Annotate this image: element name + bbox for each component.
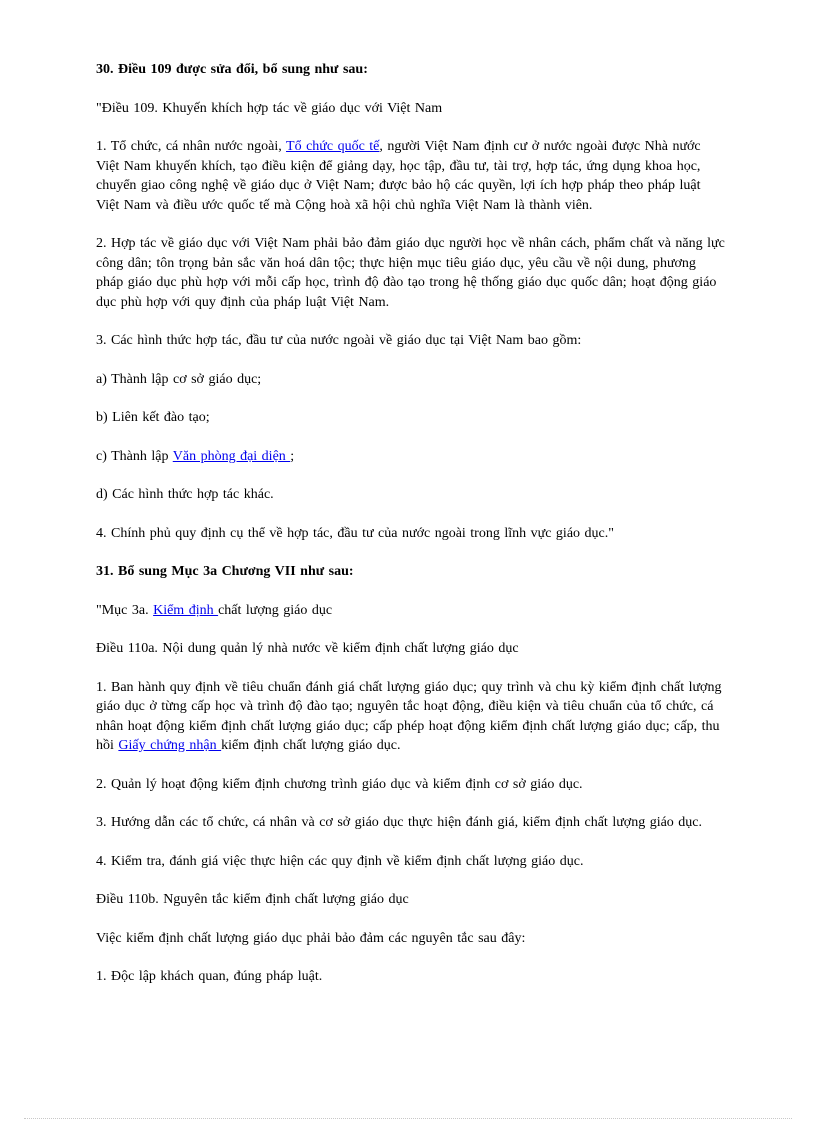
- list-item-a: a) Thành lập cơ sở giáo dục;: [96, 371, 262, 387]
- article-109-clause-1: [96, 137, 726, 215]
- article-110a-clause-2: 2. Quản lý hoạt động kiểm định chương trình giáo dục và kiểm định cơ sở giáo dục.: [96, 776, 583, 792]
- article-109-clause-2: 2. Hợp tác về giáo dục với Việt Nam phải bảo đảm giáo dục người học về nhân cách, phẩm chất và năng lực công dân; tôn trọng bản sắc văn hoá dân tộc; thực hiện mục tiêu giáo dục, yêu cầu về nội dung, phương pháp giáo dục phù hợp với mỗi cấp học, trình độ đào tạo trong hệ thống giáo dục quốc dân; hoạt động giáo dục phù hợp với quy định của pháp luật Việt Nam.: [96, 236, 725, 310]
- link-certificate[interactable]: Giấy chứng nhận: [118, 738, 222, 753]
- document-page: [96, 60, 726, 1006]
- clause-text: 1. Tổ chức, cá nhân nước ngoài,: [96, 139, 287, 154]
- article-109-title: "Điều 109. Khuyến khích hợp tác về giáo dục với Việt Nam: [96, 100, 443, 116]
- article-110b-intro: Việc kiểm định chất lượng giáo dục phải bảo đảm các nguyên tắc sau đây:: [96, 930, 526, 946]
- article-109-clause-4: 4. Chính phủ quy định cụ thể về hợp tác, đầu tư của nước ngoài trong lĩnh vực giáo dục.": [96, 525, 614, 541]
- section-3a-title: [96, 601, 726, 621]
- clause-text: 1. Ban hành quy định về tiêu chuẩn đánh giá chất lượng giáo dục; quy trình và chu kỳ kiểm định chất lượng giáo dục ở từng cấp học và trình độ đào tạo; nguyên tắc hoạt động, điều kiện và tiêu chuẩn của tổ chức, cá nhân hoạt động kiểm định chất lượng giáo dục; cấp phép hoạt động kiểm định chất lượng giáo dục; cấp, thu hồi: [96, 679, 722, 753]
- article-110a-clause-3: 3. Hướng dẫn các tổ chức, cá nhân và cơ sở giáo dục thực hiện đánh giá, kiểm định chất lượng giáo dục.: [96, 815, 703, 830]
- link-international-organization[interactable]: Tổ chức quốc tế: [286, 139, 380, 154]
- clause-text: c) Thành lập: [96, 448, 173, 464]
- list-item-c: [96, 447, 726, 467]
- section-heading-30: 30. Điều 109 được sửa đổi, bổ sung như sau:: [96, 62, 368, 77]
- list-item-d: d) Các hình thức hợp tác khác.: [96, 487, 274, 502]
- clause-text: chất lượng giáo dục: [218, 602, 333, 618]
- clause-text: kiểm định chất lượng giáo dục.: [221, 738, 401, 753]
- article-110a-clause-1: [96, 678, 726, 756]
- article-110a-title: Điều 110a. Nội dung quản lý nhà nước về kiểm định chất lượng giáo dục: [96, 641, 519, 656]
- clause-text: , người Việt Nam định cư ở nước ngoài được Nhà nước Việt Nam khuyến khích, tạo điều kiện để giảng dạy, học tập, đầu tư, tài trợ, hợp tác, ứng dụng khoa học, chuyển giao công nghệ về giáo dục ở Việt Nam; được bảo hộ các quyền, lợi ích hợp pháp theo pháp luật Việt Nam và điều ước quốc tế mà Cộng hoà xã hội chủ nghĩa Việt Nam là thành viên.: [96, 139, 701, 213]
- article-110a-clause-4: 4. Kiểm tra, đánh giá việc thực hiện các quy định về kiểm định chất lượng giáo dục.: [96, 853, 584, 869]
- clause-text: "Mục 3a.: [96, 602, 154, 618]
- list-item-b: b) Liên kết đào tạo;: [96, 410, 210, 425]
- article-109-clause-3: 3. Các hình thức hợp tác, đầu tư của nước ngoài về giáo dục tại Việt Nam bao gồm:: [96, 333, 582, 348]
- link-representative-office[interactable]: Văn phòng đại diện: [172, 448, 291, 464]
- link-accreditation[interactable]: Kiểm định: [153, 602, 219, 618]
- article-110b-principle-1: 1. Độc lập khách quan, đúng pháp luật.: [96, 969, 323, 984]
- page-bottom-divider: [24, 1118, 792, 1119]
- article-110b-title: Điều 110b. Nguyên tắc kiểm định chất lượng giáo dục: [96, 892, 409, 907]
- section-heading-31: 31. Bổ sung Mục 3a Chương VII như sau:: [96, 564, 354, 579]
- clause-text: ;: [290, 448, 295, 464]
